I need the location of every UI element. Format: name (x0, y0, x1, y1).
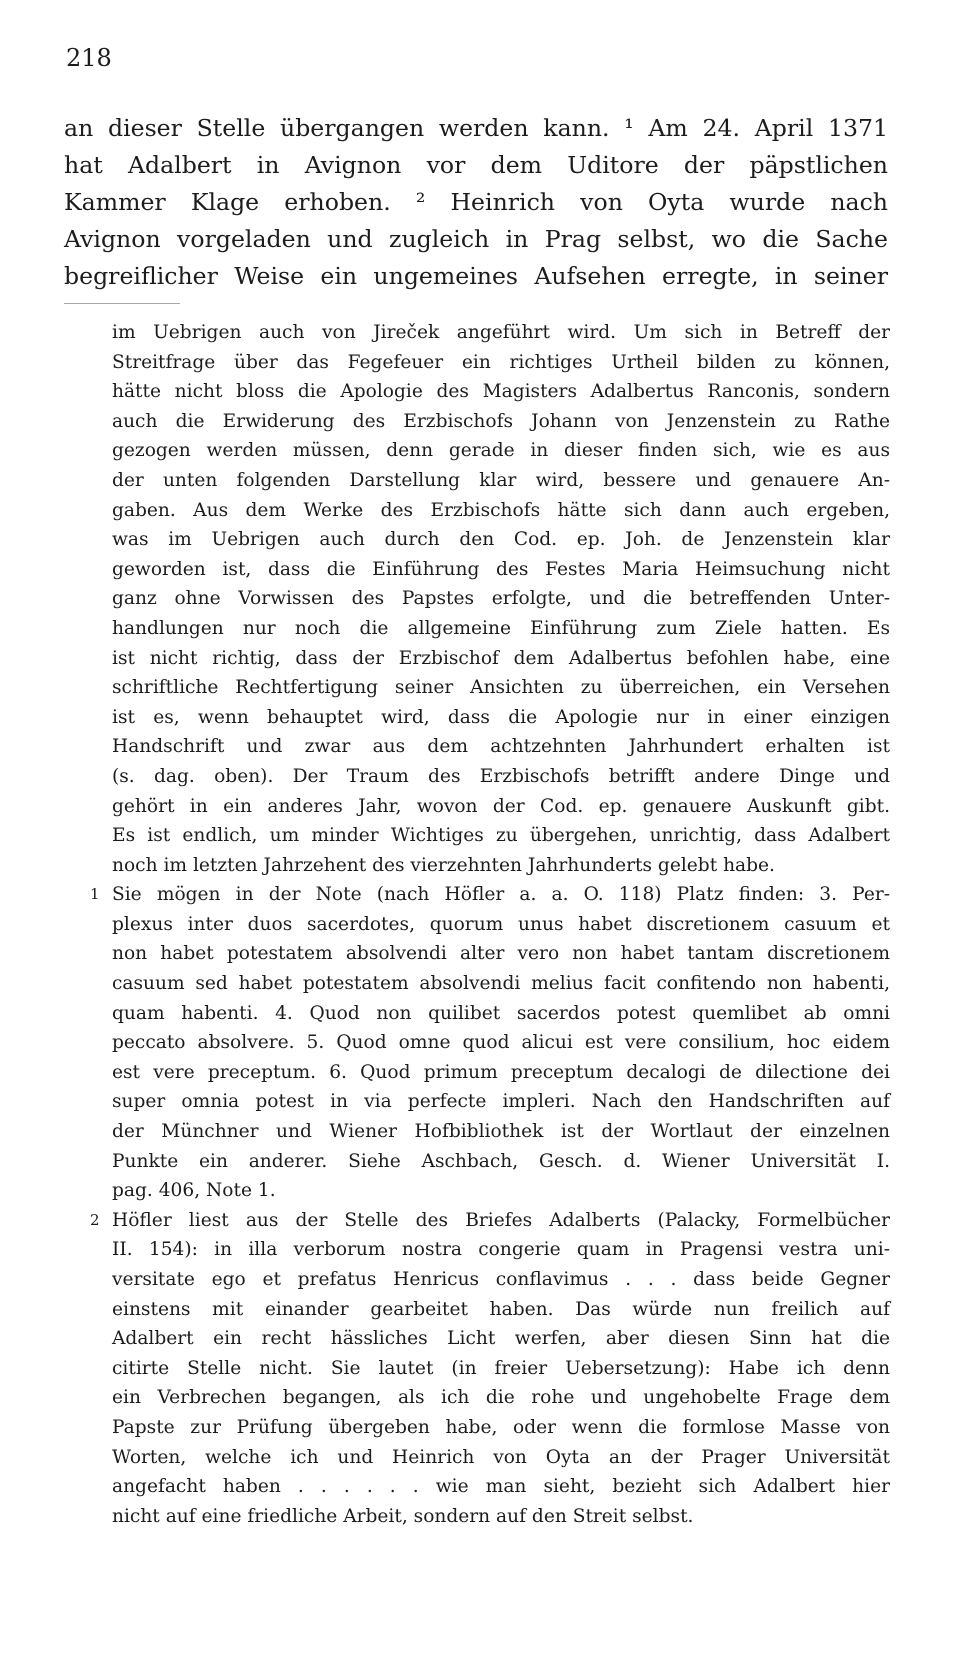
footnote-separator (64, 303, 180, 304)
main-text (64, 110, 888, 295)
note-line: gaben. Aus dem Werke des Erzbischofs hätte sich dann auch ergeben, (112, 499, 890, 521)
note-line: auch die Erwiderung des Erzbischofs Johann von Jenzenstein zu Rathe (112, 410, 890, 432)
text-line: begreiflicher Weise ein ungemeines Aufsehen erregte, in seiner (64, 262, 888, 290)
text-line: an dieser Stelle übergangen werden kann. ¹ Am 24. April 1371 (64, 114, 888, 142)
note-line: pag. 406, Note 1. (112, 1180, 276, 1202)
text-line: hat Adalbert in Avignon vor dem Uditore der päpstlichen (64, 151, 888, 179)
note-line: hätte nicht bloss die Apologie des Magisters Adalbertus Ranconis, sondern (112, 381, 890, 403)
note-line: Es ist endlich, um minder Wichtiges zu übergehen, unrichtig, dass Adalbert (112, 825, 890, 847)
note-line: citirte Stelle nicht. Sie lautet (in freier Uebersetzung): Habe ich denn (112, 1357, 890, 1379)
note-line: quam habenti. 4. Quod non quilibet sacerdos potest quemlibet ab omni (112, 1002, 890, 1024)
note-line: ist es, wenn behauptet wird, dass die Apologie nur in einer einzigen (112, 706, 890, 728)
note-line: casuum sed habet potestatem absolvendi melius facit confitendo non habenti, (112, 973, 890, 995)
note-line: est vere preceptum. 6. Quod primum preceptum decalogi de dilectione dei (112, 1061, 890, 1083)
note-line: was im Uebrigen auch durch den Cod. ep. Joh. de Jenzenstein klar (112, 529, 890, 551)
note-line: II. 154): in illa verborum nostra congerie quam in Pragensi vestra uni- (112, 1239, 890, 1261)
note-line: versitate ego et prefatus Henricus conflavimus . . . dass beide Gegner (112, 1269, 890, 1290)
note-line: super omnia potest in via perfecte impleri. Nach den Handschriften auf (112, 1091, 890, 1113)
text-line: Avignon vorgeladen und zugleich in Prag selbst, wo die Sache (64, 225, 888, 253)
note-line: Adalbert ein recht hässliches Licht werfen, aber diesen Sinn hat die (112, 1328, 890, 1350)
note-line: handlungen nur noch die allgemeine Einführung zum Ziele hatten. Es (112, 617, 890, 639)
footnote-1 (64, 880, 890, 1206)
note-line: Handschrift und zwar aus dem achtzehnten Jahrhundert erhalten ist (112, 736, 890, 758)
note-line: gehört in ein anderes Jahr, wovon der Cod. ep. genauere Auskunft gibt. (112, 795, 890, 817)
note-line: noch im letzten Jahrzehent des vierzehnten Jahrhunderts gelebt habe. (112, 854, 775, 876)
footnotes (64, 318, 890, 1531)
note-line: non habet potestatem absolvendi alter vero non habet tantam discretionem (112, 943, 890, 965)
note-line: nicht auf eine friedliche Arbeit, sondern auf den Streit selbst. (112, 1505, 694, 1527)
note-line: Papste zur Prüfung übergeben habe, oder wenn die formlose Masse von (112, 1416, 890, 1438)
note-line: ist nicht richtig, dass der Erzbischof dem Adalbertus befohlen habe, eine (112, 647, 890, 669)
note-line: Sie mögen in der Note (nach Höfler a. a. O. 118) Platz finden: 3. Per- (112, 884, 890, 906)
note-line: plexus inter duos sacerdotes, quorum unus habet discretionem casuum et (112, 913, 890, 935)
note-line: im Uebrigen auch von Jireček angeführt wird. Um sich in Betreff der (112, 322, 890, 343)
footnote-2 (64, 1206, 890, 1532)
note-line: Punkte ein anderer. Siehe Aschbach, Gesch. d. Wiener Universität I. (112, 1150, 890, 1172)
note-line: Höfler liest aus der Stelle des Briefes Adalberts (Palacky, Formelbücher (112, 1209, 890, 1231)
note-line: schriftliche Rechtfertigung seiner Ansichten zu überreichen, ein Versehen (112, 677, 890, 699)
footnote-marker: 2 (90, 1210, 100, 1229)
footnote-marker: 1 (90, 885, 100, 904)
note-line: einstens mit einander gearbeitet haben. Das würde nun freilich auf (112, 1298, 890, 1320)
note-line: peccato absolvere. 5. Quod omne quod alicui est vere consilium, hoc eidem (112, 1032, 890, 1054)
note-line: ganz ohne Vorwissen des Papstes erfolgte, und die betreffenden Unter- (112, 588, 890, 610)
note-line: Worten, welche ich und Heinrich von Oyta an der Prager Universität (112, 1446, 890, 1468)
note-line: (s. dag. oben). Der Traum des Erzbischofs betrifft andere Dinge und (112, 765, 890, 787)
note-line: der Münchner und Wiener Hofbibliothek ist der Wortlaut der einzelnen (112, 1121, 890, 1143)
note-line: geworden ist, dass die Einführung des Festes Maria Heimsuchung nicht (112, 558, 890, 580)
note-continuation (64, 318, 890, 880)
text-line: Kammer Klage erhoben. ² Heinrich von Oyta wurde nach (64, 188, 888, 216)
note-line: Streitfrage über das Fegefeuer ein richtiges Urtheil bilden zu können, (112, 351, 890, 373)
note-line: ein Verbrechen begangen, als ich die rohe und ungehobelte Frage dem (112, 1387, 890, 1409)
page-number: 218 (66, 44, 112, 72)
note-line: angefacht haben . . . . . . wie man sieht, bezieht sich Adalbert hier (112, 1476, 890, 1498)
note-line: der unten folgenden Darstellung klar wird, bessere und genauere An- (112, 469, 890, 491)
note-line: gezogen werden müssen, denn gerade in dieser finden sich, wie es aus (112, 440, 890, 462)
